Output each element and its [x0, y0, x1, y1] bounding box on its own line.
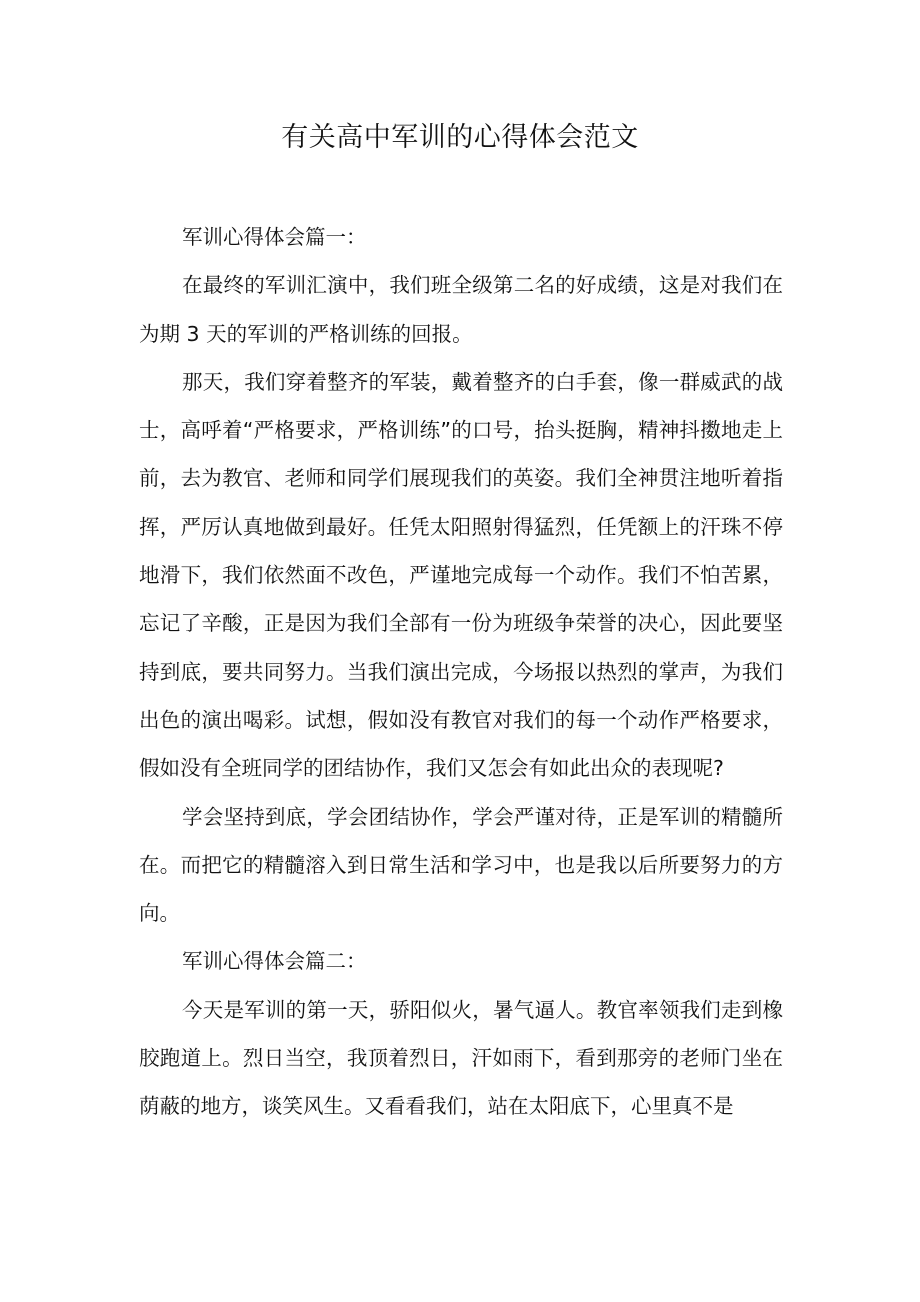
paragraph: 在最终的军训汇演中，我们班全级第二名的好成绩，这是对我们在为期 3 天的军训的严格训练的回报。 [139, 273, 783, 346]
section-heading-1: 军训心得体会篇一： [182, 225, 367, 249]
paragraph: 今天是军训的第一天，骄阳似火，暑气逼人。教官率领我们走到橡胶跑道上。烈日当空，我顶着烈日，汗如雨下，看到那旁的老师门坐在荫蔽的地方，谈笑风生。又看看我们，站在太阳底下，心里真不是 [139, 997, 783, 1119]
section-heading-2: 军训心得体会篇二： [182, 949, 367, 974]
paragraph: 学会坚持到底，学会团结协作，学会严谨对待，正是军训的精髓所在。而把它的精髓溶入到日常生活和学习中，也是我以后所要努力的方向。 [139, 804, 783, 926]
paragraph: 那天，我们穿着整齐的军装，戴着整齐的白手套，像一群威武的战士，高呼着“严格要求，严格训练”的口号，抬头挺胸，精神抖擞地走上前，去为教官、老师和同学们展现我们的英姿。我们全神贯注地听着指挥，严厉认真地做到最好。任凭太阳照射得猛烈，任凭额上的汗珠不停地滑下，我们依然面不改色，严谨地完成每一个动作。我们不怕苦累，忘记了辛酸，正是因为我们全部有一份为班级争荣誉的决心，因此要坚持到底，要共同努力。当我们演出完成，今场报以热烈的掌声，为我们出色的演出喝彩。试想，假如没有教官对我们的每一个动作严格要求，假如没有全班同学的团结协作，我们又怎会有如此出众的表现呢? [139, 369, 783, 781]
document-title: 有关高中军训的心得体会范文 [281, 122, 639, 153]
document-body [139, 213, 783, 1131]
